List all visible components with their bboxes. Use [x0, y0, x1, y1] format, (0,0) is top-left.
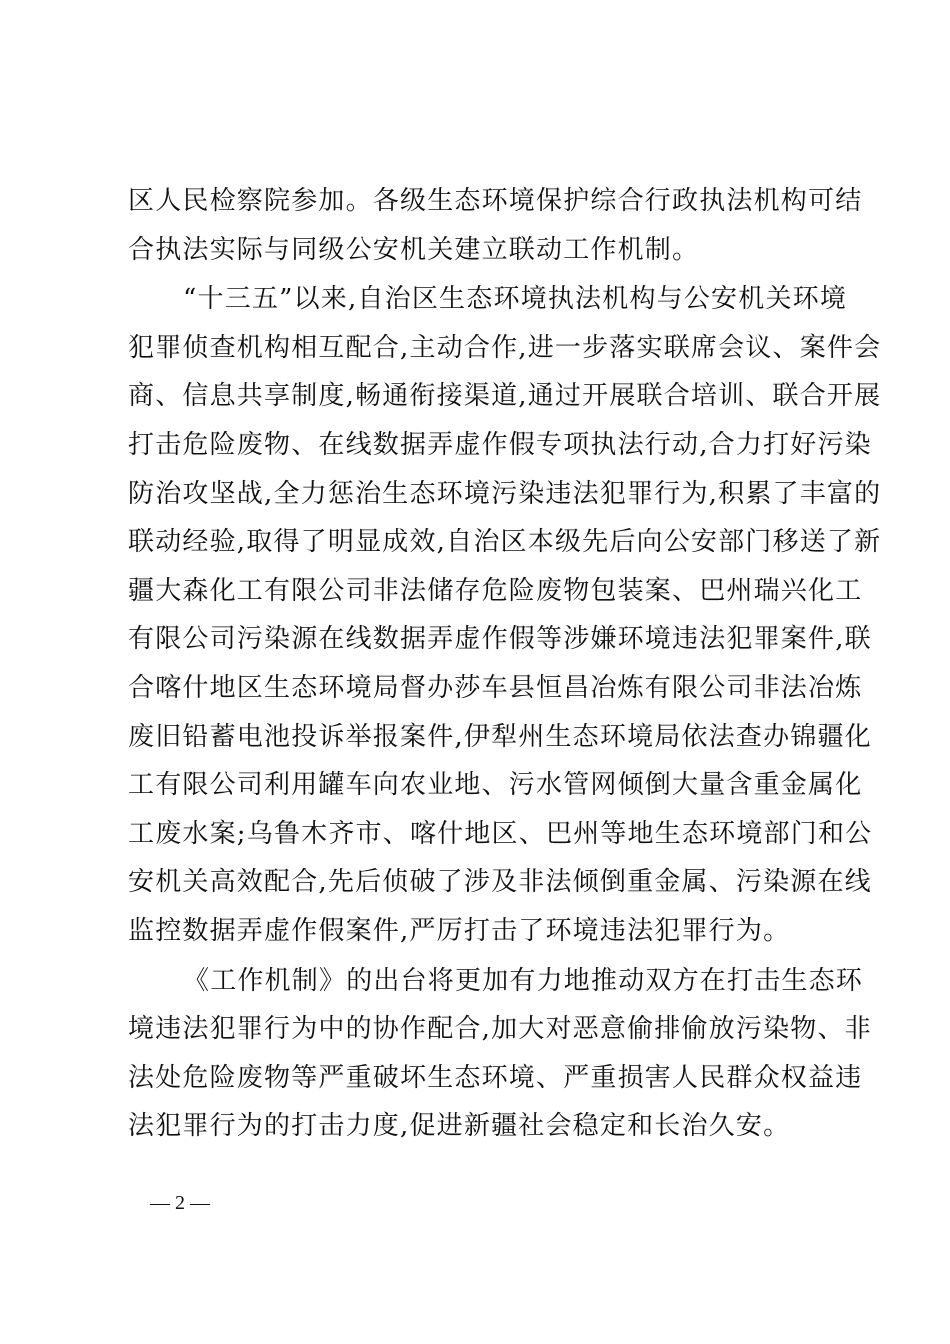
text-line: 工有限公司利用罐车向农业地、污水管网倾倒大量含重金属化 [128, 770, 863, 801]
text-line: “十三五”以来,自治区生态环境执法机构与公安机关环境 [183, 284, 848, 315]
text-line: 商、信息共享制度,畅通衔接渠道,通过开展联合培训、联合开展 [128, 381, 882, 412]
text-line: 疆大森化工有限公司非法储存危险废物包装案、巴州瑞兴化工 [128, 575, 863, 606]
text-line: 防治攻坚战,全力惩治生态环境污染违法犯罪行为,积累了丰富的 [128, 478, 882, 509]
text-line: 《工作机制》的出台将更加有力地推动双方在打击生态环 [183, 965, 864, 996]
text-line: 打击危险废物、在线数据弄虚作假专项执法行动,合力打好污染 [128, 429, 872, 460]
text-line: 联动经验,取得了明显成效,自治区本级先后向公安部门移送了新 [128, 527, 882, 558]
text-line: 犯罪侦查机构相互配合,主动合作,进一步落实联席会议、案件会 [128, 332, 882, 363]
text-line: 有限公司污染源在线数据弄虚作假等涉嫌环境违法犯罪案件,联 [128, 624, 872, 655]
text-line: 区人民检察院参加。各级生态环境保护综合行政执法机构可结 [128, 186, 863, 216]
text-line: 法处危险废物等严重破坏生态环境、严重损害人民群众权益违 [128, 1062, 863, 1093]
paragraph [128, 177, 863, 274]
text-line: 废旧铅蓄电池投诉举报案件,伊犁州生态环境局依法查办锦疆化 [128, 721, 872, 752]
paragraph [128, 275, 882, 955]
page-number: — 2 — [150, 1192, 210, 1214]
text-line: 工废水案;乌鲁木齐市、喀什地区、巴州等地生态环境部门和公 [128, 818, 873, 849]
text-line: 法犯罪行为的打击力度,促进新疆社会稳定和长治久安。 [128, 1111, 791, 1142]
text-line: 安机关高效配合,先后侦破了涉及非法倾倒重金属、污染源在线 [128, 867, 872, 898]
paragraph [128, 957, 872, 1151]
text-line: 境违法犯罪行为中的协作配合,加大对恶意偷排偷放污染物、非 [128, 1014, 872, 1045]
text-line: 合喀什地区生态环境局督办莎车县恒昌冶炼有限公司非法冶炼 [128, 672, 863, 703]
document-body [128, 177, 882, 1151]
text-line: 监控数据弄虚作假案件,严厉打击了环境违法犯罪行为。 [128, 915, 791, 946]
text-line: 合执法实际与同级公安机关建立联动工作机制。 [128, 234, 700, 265]
